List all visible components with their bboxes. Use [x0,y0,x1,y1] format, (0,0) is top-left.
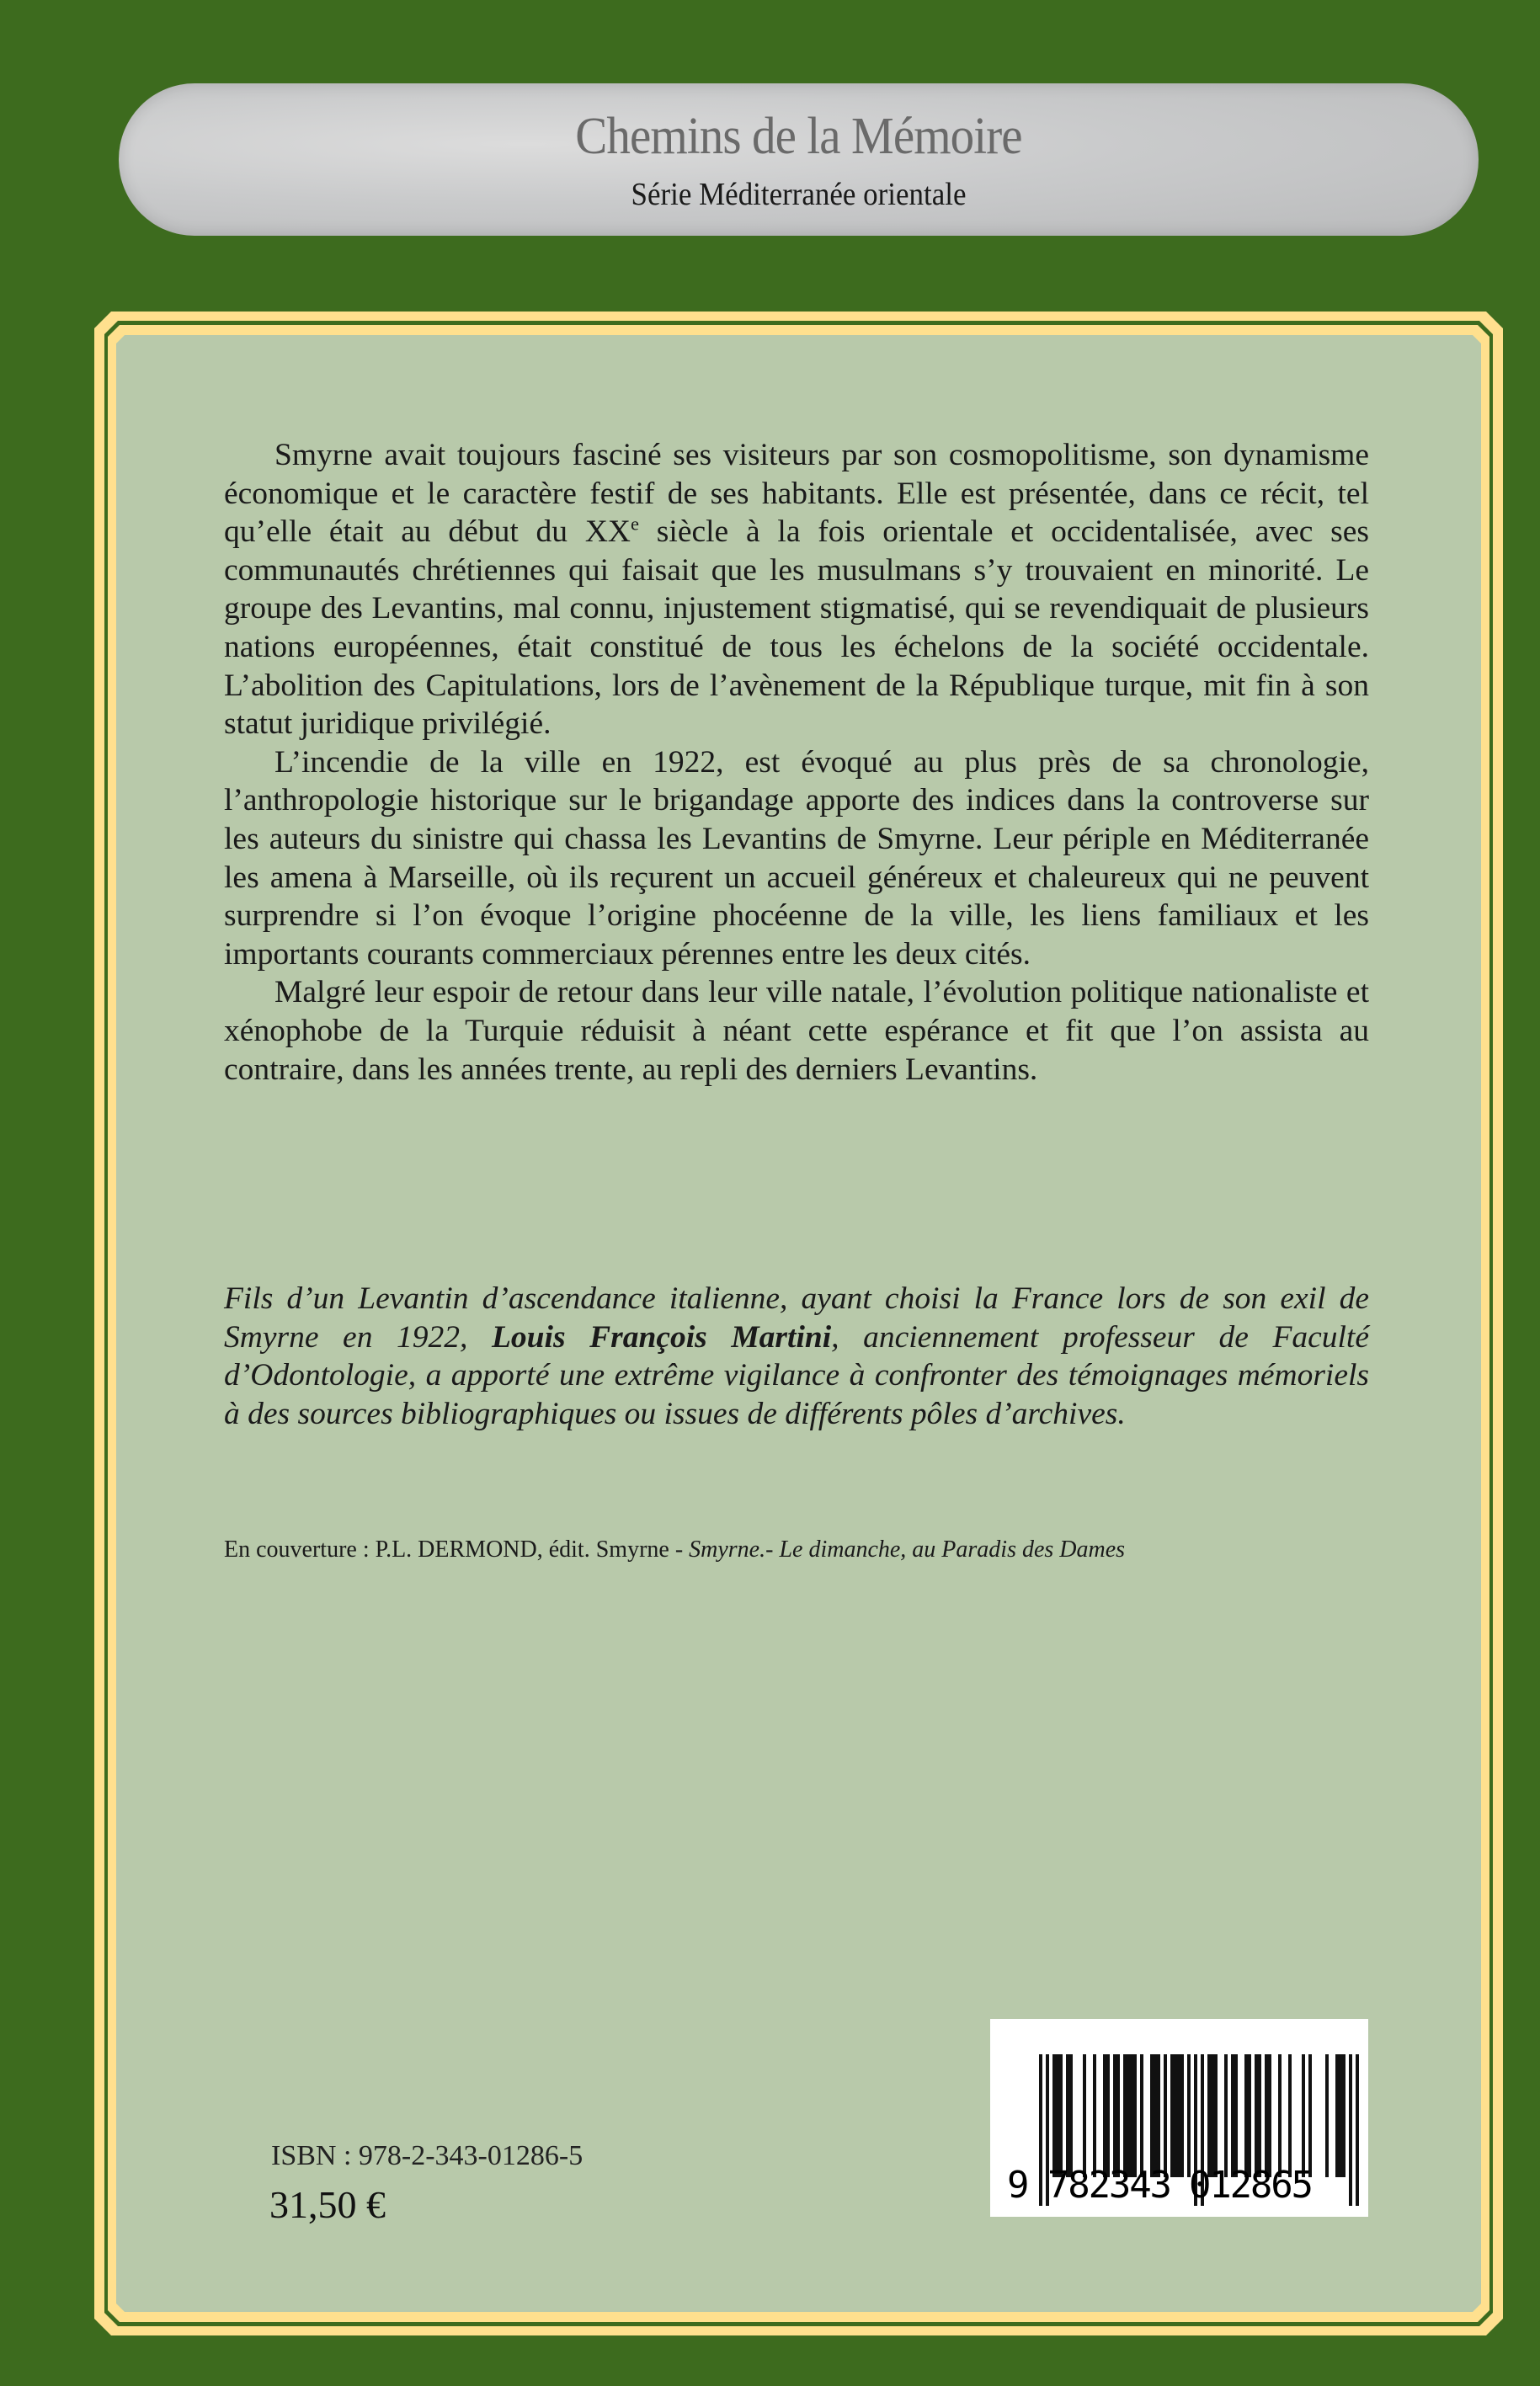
barcode-bar [1265,2054,1268,2177]
blurb-paragraph-2: L’incendie de la ville en 1922, est évoqué au plus près de sa chronologie, l’anthropologie historique sur le brigandage apporte des indices dans la controverse sur les auteurs du sinistre qui chassa les Levantins de Smyrne. Leur périple en Méditerranée les amena à Marseille, où ils reçurent un accueil généreux et chaleureux qui ne peuvent surprendre si l’on évoque l’origine phocéenne de la ville, les liens familiaux et les importants courants commerciaux pérennes entre les deux cités. [224,744,1369,972]
barcode-bar [1211,2054,1214,2177]
barcode-bar [1335,2054,1339,2177]
barcode-bar [1248,2054,1251,2177]
barcode-bar [1083,2054,1086,2177]
credit-prefix: En couverture : P.L. DERMOND, édit. Smyrne - [224,1537,690,1563]
superscript-e: e [631,513,640,535]
p1-text-b: siècle à la fois orientale et occidentalisée, avec ses communautés chrétiennes qui faisait que les musulmans s’y trouvaient en minorité. Le groupe des Levantins, mal connu, injustement stigmatisé, qui se revendiquait de plusieurs nations européennes, était constitué de tous les échelons de la société occidentale. L’abolition des Capitulations, lors de l’avènement de la République turque, mit fin à son statut juridique privilégié. [224,514,1370,742]
barcode-bar [1066,2054,1069,2177]
barcode-bar [1157,2054,1160,2177]
barcode-bar [1308,2054,1312,2177]
barcode-bar [1103,2054,1106,2177]
barcode-bar [1116,2054,1120,2177]
barcode-bar [1207,2054,1211,2177]
barcode-bar [1234,2054,1238,2177]
barcode-bar [1214,2054,1218,2177]
isbn: ISBN : 978-2-343-01286-5 [271,2140,583,2171]
barcode-graphic [990,2019,1368,2217]
blurb [224,436,1369,1089]
barcode-right-digits: 012865 [1189,2164,1314,2207]
series-subtitle: Série Méditerranée orientale [631,177,967,212]
credit-title: Smyrne.- Le dimanche, au Paradis des Dames [689,1537,1126,1563]
author-bio [224,1280,1369,1433]
barcode-bar [1339,2054,1342,2177]
barcode-bar [1255,2054,1258,2177]
barcode-bar [1244,2054,1248,2177]
author-name: Louis François Martini [492,1319,832,1355]
barcode-bar [1140,2054,1143,2177]
barcode-bar [1302,2054,1305,2177]
series-banner [119,83,1479,236]
barcode-bar [1258,2054,1261,2177]
p1-text-a: Smyrne avait toujours fasciné ses visiteurs par son cosmopolitisme, son dynamisme économique et le caractère festif de ses habitants. Elle est présentée, dans ce récit, tel qu’elle était au début du XX [224,438,1369,550]
barcode-bar [1342,2054,1346,2177]
barcode-left-digits: 782343 [1047,2164,1172,2207]
bio-text-a: Fils d’un Levantin d’ascendance italienne, ayant choisi la France lors de son exil de Smyrne en 1922, [224,1281,1369,1355]
barcode-bar [1349,2054,1352,2206]
barcode-bar [1180,2054,1184,2177]
barcode-bar [1123,2054,1127,2177]
barcode-bar [1154,2054,1157,2177]
barcode-bar [1164,2054,1167,2177]
barcode-bar [1113,2054,1116,2177]
series-title: Chemins de la Mémoire [575,108,1022,165]
barcode-bar [1133,2054,1137,2177]
barcode-bar [1069,2054,1073,2177]
blurb-paragraph-1 [224,436,1369,743]
blurb-paragraph-3: Malgré leur espoir de retour dans leur ville natale, l’évolution politique nationaliste et xénophobe de la Turquie réduisit à néant cette espérance et fit que l’on assista au contraire, dans les années trente, au repli des derniers Levantins. [224,975,1369,1087]
barcode-bar [1052,2054,1056,2177]
barcode-bar [1356,2054,1359,2206]
barcode-first-digit: 9 [1007,2164,1030,2207]
barcode-bar [1059,2054,1063,2177]
cover-credit [224,1537,1125,1563]
barcode [990,2019,1368,2217]
barcode-bar [1174,2054,1177,2177]
barcode-bar [1231,2054,1234,2177]
barcode-bar [1177,2054,1180,2177]
barcode-bar [1278,2054,1282,2177]
barcode-bar [1150,2054,1154,2177]
barcode-bar [1224,2054,1228,2177]
barcode-bar [1093,2054,1096,2177]
barcode-bar [1130,2054,1133,2177]
barcode-bar [1268,2054,1271,2177]
barcode-bar [1170,2054,1174,2177]
barcode-bar [1187,2054,1191,2177]
barcode-bar [1039,2054,1042,2206]
barcode-bar [1056,2054,1059,2177]
barcode-bar [1106,2054,1110,2177]
barcode-bar [1325,2054,1329,2177]
bio-text-b: , anciennement professeur de Faculté d’Odontologie, a apporté une extrême vigilance à confronter des témoignages mémoriels à des sources bibliographiques ou issues de différents pôles d’archives. [224,1319,1369,1431]
price: 31,50 € [269,2183,386,2226]
barcode-bar [1288,2054,1292,2177]
barcode-bar [1127,2054,1130,2177]
